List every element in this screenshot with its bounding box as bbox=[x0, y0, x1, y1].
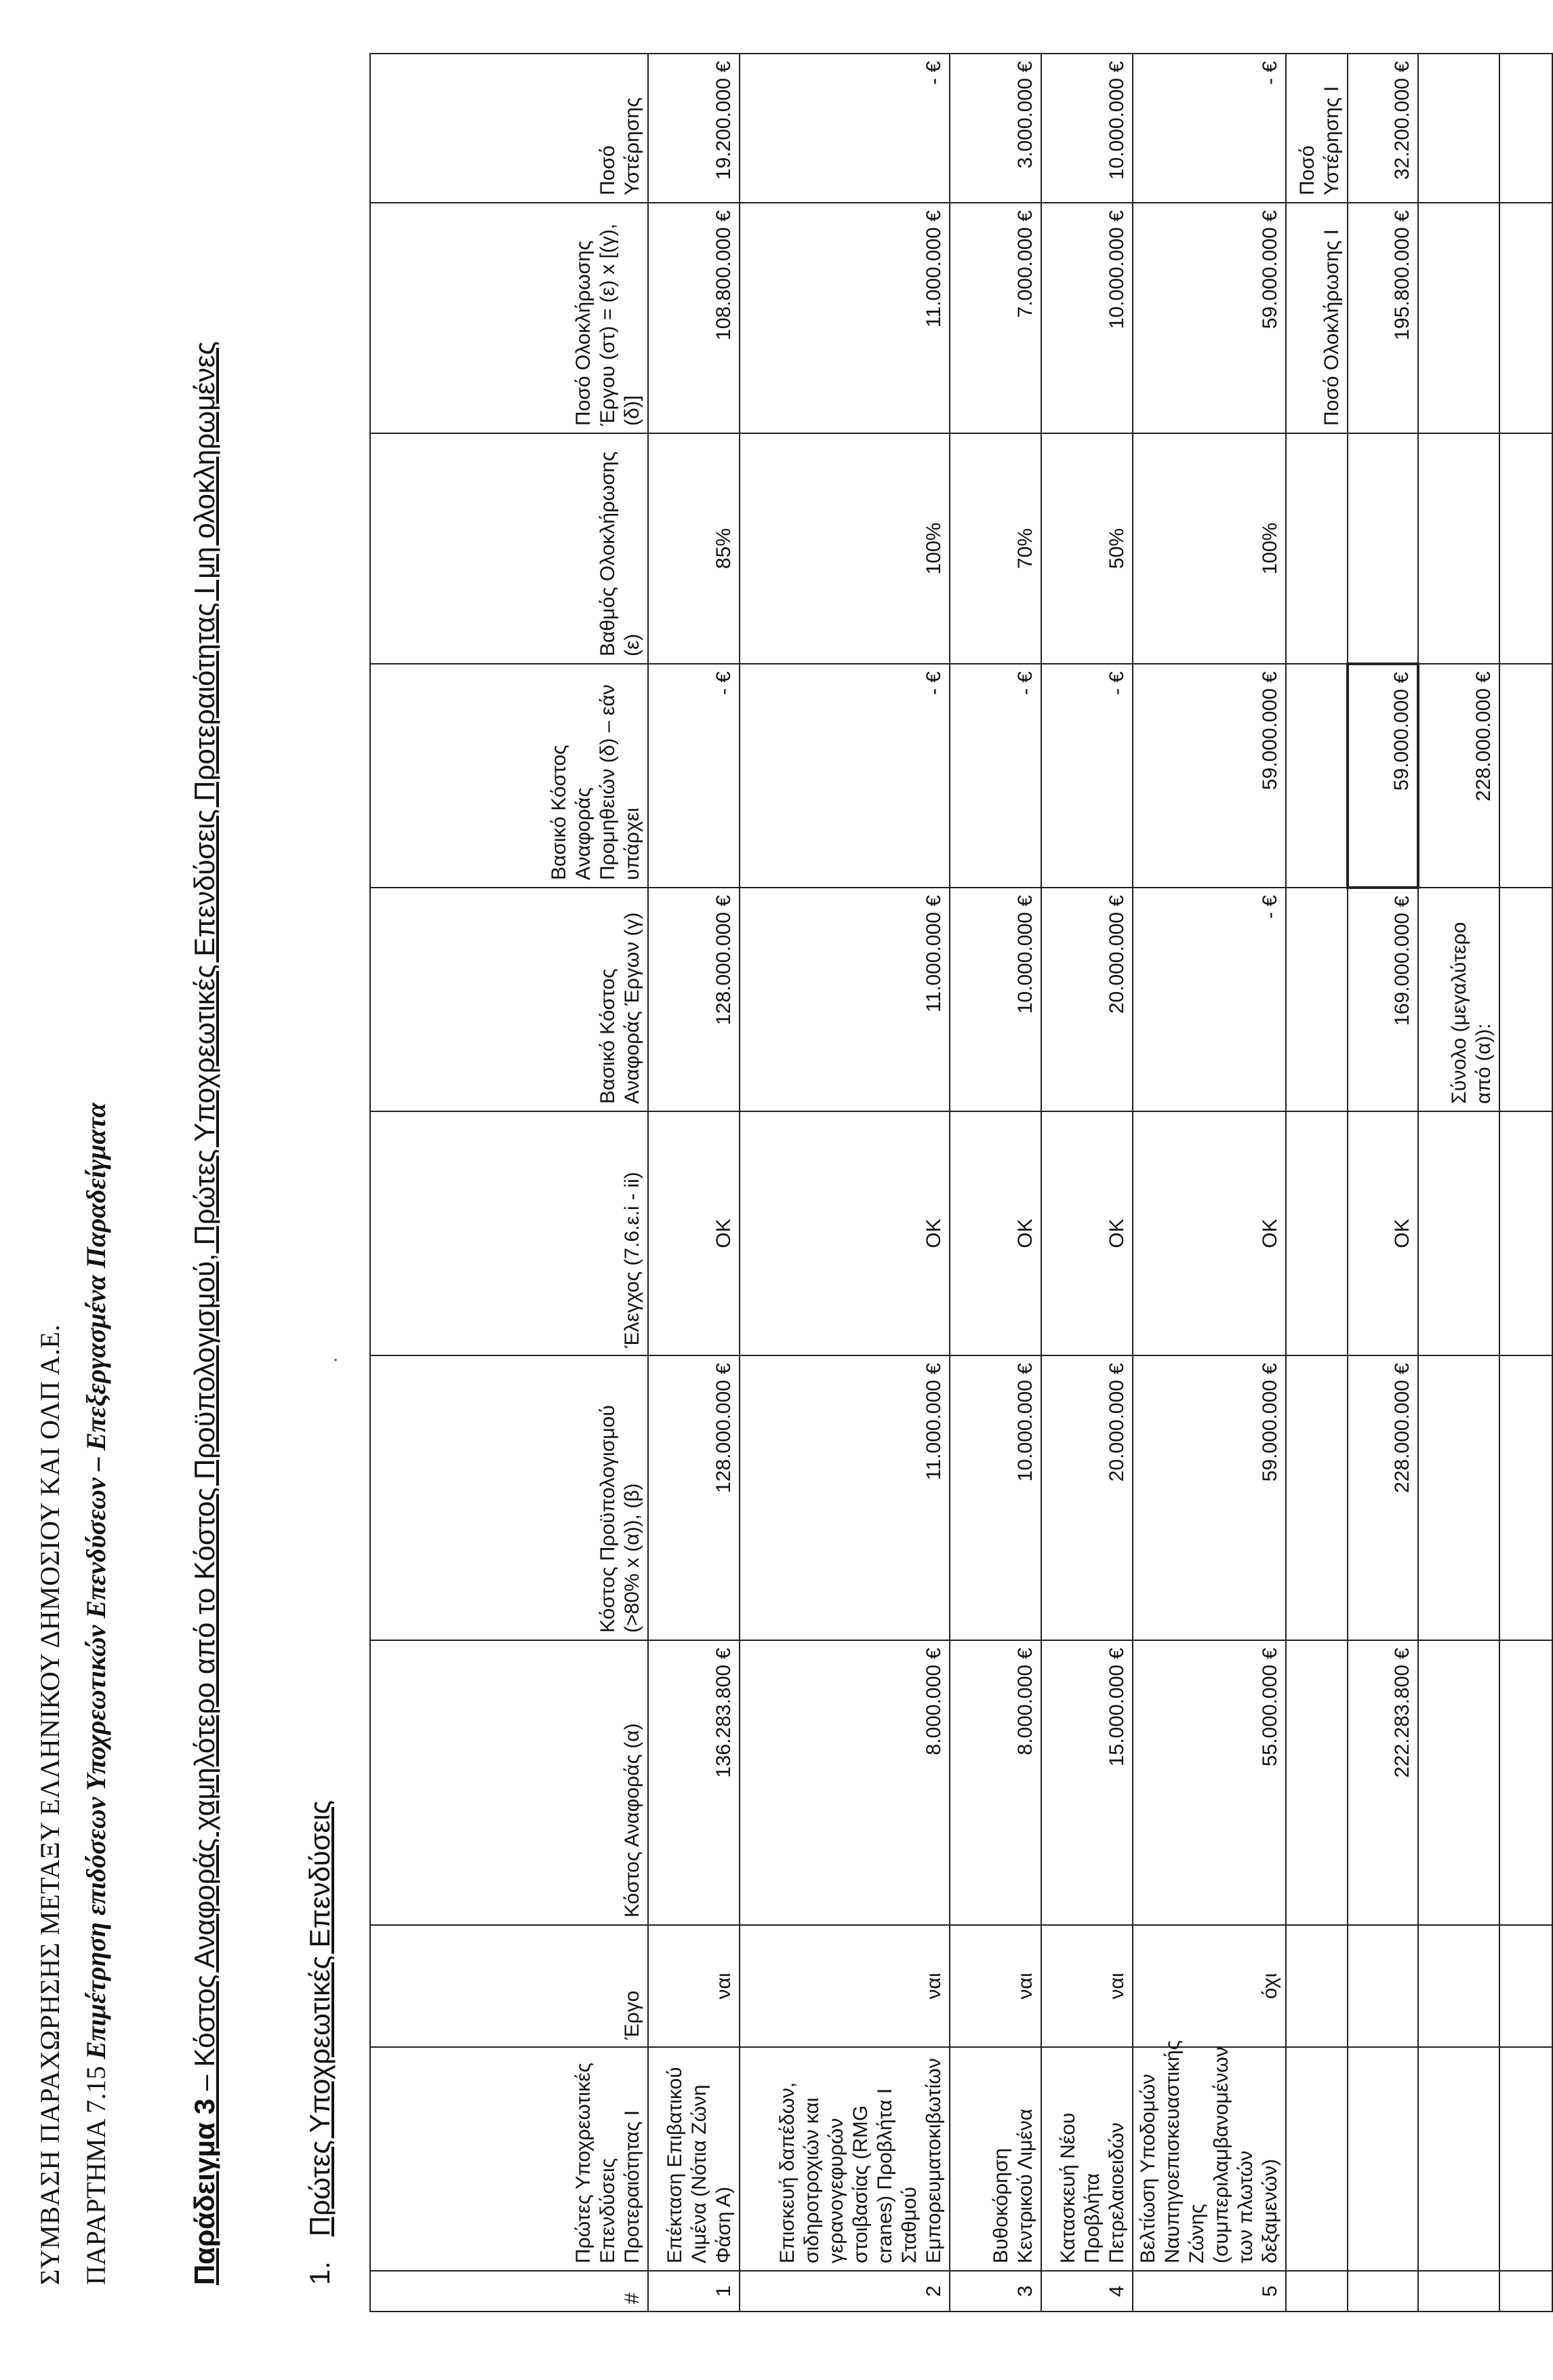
summary-value: 228.000.000 € bbox=[1418, 664, 1499, 888]
col-header-budget-cost: Κόστος Προϋπολογισμού (>80% x (α)), (β) bbox=[370, 1355, 648, 1640]
base-supplies-cost: - € bbox=[648, 664, 740, 888]
project-flag: όχι bbox=[1133, 1925, 1286, 2047]
annex-header bbox=[80, 1103, 112, 2285]
base-supplies-cost: - € bbox=[950, 664, 1041, 888]
completion-degree: 100% bbox=[740, 433, 950, 664]
annex-number: ΠΑΡΑΡΤΗΜΑ 7.15 bbox=[81, 2065, 111, 2285]
table-row bbox=[1041, 54, 1133, 2312]
lag-amount: - € bbox=[740, 54, 950, 203]
completion-amount: 7.000.000 € bbox=[950, 203, 1041, 433]
table-header-row bbox=[370, 54, 648, 2312]
base-works-cost: 128.000.000 € bbox=[648, 888, 740, 1111]
col-header-base-supplies-cost: Βασικό Κόστος Αναφοράς Προμηθειών (δ) – εάν υπάρχει bbox=[370, 664, 648, 888]
empty-row bbox=[1499, 54, 1552, 2312]
row-number: 2 bbox=[740, 2271, 950, 2312]
completion-degree: 85% bbox=[648, 433, 740, 664]
example-description: – Κόστος Αναφοράς χαμηλότερο από το Κόστος Προϋπολογισμού, Πρώτες Υποχρεωτικές Επενδύσεις Προτεραιότητας I μη ολοκληρωμένες bbox=[188, 341, 220, 2099]
reference-cost: 15.000.000 € bbox=[1041, 1640, 1133, 1925]
base-supplies-cost: 59.000.000 € bbox=[1133, 664, 1286, 888]
total-base-works-cost: 169.000.000 € bbox=[1348, 888, 1418, 1111]
base-works-cost: 11.000.000 € bbox=[740, 888, 950, 1111]
row-number: 1 bbox=[648, 2271, 740, 2312]
lag-amount: 19.200.000 € bbox=[648, 54, 740, 203]
check-status: ΟΚ bbox=[740, 1111, 950, 1355]
completion-amount: 10.000.000 € bbox=[1041, 203, 1133, 433]
budget-cost: 20.000.000 € bbox=[1041, 1355, 1133, 1640]
col-header-project: Έργο bbox=[370, 1925, 648, 2047]
col-header-reference-cost: Κόστος Αναφοράς (α) bbox=[370, 1640, 648, 1925]
total-budget-cost: 228.000.000 € bbox=[1348, 1355, 1418, 1640]
investment-name: Επισκευή δαπέδων, σιδηροτροχιών και γερανογεφυρών στοιβασίας (RMG cranes) Προβλήτα I Σταθμού Εμπορευματοκιβωτίων bbox=[740, 2047, 950, 2271]
lag-subheader: Ποσό Υστέρησης I bbox=[1286, 54, 1348, 203]
table-row bbox=[1133, 54, 1286, 2312]
investments-table bbox=[369, 53, 1553, 2312]
check-status: ΟΚ bbox=[950, 1111, 1041, 1355]
total-check-status: ΟΚ bbox=[1348, 1111, 1418, 1355]
col-header-base-works-cost: Βασικό Κόστος Αναφοράς Έργων (γ) bbox=[370, 888, 648, 1111]
lag-amount: 3.000.000 € bbox=[950, 54, 1041, 203]
table-row bbox=[950, 54, 1041, 2312]
section-heading bbox=[304, 1800, 336, 2285]
total-completion-amount: 195.800.000 € bbox=[1348, 203, 1418, 433]
example-label: Παράδειγμα 3 bbox=[188, 2099, 220, 2285]
completion-subheader: Ποσό Ολοκλήρωσης I bbox=[1286, 203, 1348, 433]
lag-amount: - € bbox=[1133, 54, 1286, 203]
reference-cost: 8.000.000 € bbox=[950, 1640, 1041, 1925]
investment-name: Επέκταση Επιβατικού Λιμένα (Νότια Ζώνη Φάση Α) bbox=[648, 2047, 740, 2271]
investment-name: Βυθοκόρηση Κεντρικού Λιμένα bbox=[950, 2047, 1041, 2271]
base-supplies-cost: - € bbox=[1041, 664, 1133, 888]
section-label: Πρώτες Υποχρεωτικές Επενδύσεις bbox=[304, 1800, 336, 2237]
total-lag-amount: 32.200.000 € bbox=[1348, 54, 1418, 203]
base-works-cost: - € bbox=[1133, 888, 1286, 1111]
investments-table-container bbox=[369, 54, 1553, 2312]
summary-row bbox=[1418, 54, 1499, 2312]
budget-cost: 11.000.000 € bbox=[740, 1355, 950, 1640]
base-supplies-cost: - € bbox=[740, 664, 950, 888]
totals-row bbox=[1348, 54, 1418, 2312]
col-header-lag-amount: Ποσό Υστέρησης bbox=[370, 54, 648, 203]
col-header-check: Έλεγχος (7.6.ε.i - ii) bbox=[370, 1111, 648, 1355]
lag-amount: 10.000.000 € bbox=[1041, 54, 1133, 203]
budget-cost: 10.000.000 € bbox=[950, 1355, 1041, 1640]
annex-title: Επιμέτρηση επιδόσεων Υποχρεωτικών Επενδύσεων – Επεξεργασμένα Παραδείγματα bbox=[81, 1103, 111, 2059]
check-status: ΟΚ bbox=[1041, 1111, 1133, 1355]
total-base-supplies-cost: 59.000.000 € bbox=[1348, 664, 1418, 888]
col-header-number: # bbox=[370, 2271, 648, 2312]
col-header-investment: Πρώτες Υποχρεωτικές Επενδύσεις Προτεραιότητας I bbox=[370, 2047, 648, 2271]
example-title bbox=[182, 81, 228, 2285]
col-header-completion-degree: Βαθμός Ολοκλήρωσης (ε) bbox=[370, 433, 648, 664]
project-flag: ναι bbox=[740, 1925, 950, 2047]
summary-label: Σύνολο (μεγαλύτερο από (α)): bbox=[1418, 888, 1499, 1111]
row-number: 4 bbox=[1041, 2271, 1133, 2312]
project-flag: ναι bbox=[1041, 1925, 1133, 2047]
col-header-completion-amount: Ποσό Ολοκλήρωσης Έργου (στ) = (ε) x [(γ),(δ)] bbox=[370, 203, 648, 433]
completion-degree: 100% bbox=[1133, 433, 1286, 664]
table-row bbox=[648, 54, 740, 2312]
investment-name: Βελτίωση Υποδομών Ναυπηγοεπισκευαστικής Ζώνης (συμπεριλαμβανομένων των πλωτών δεξαμενών) bbox=[1133, 2047, 1286, 2271]
total-reference-cost: 222.283.800 € bbox=[1348, 1640, 1418, 1925]
scan-speck: · bbox=[324, 1357, 344, 1363]
budget-cost: 128.000.000 € bbox=[648, 1355, 740, 1640]
completion-degree: 70% bbox=[950, 433, 1041, 664]
subheader-row bbox=[1286, 54, 1348, 2312]
reference-cost: 55.000.000 € bbox=[1133, 1640, 1286, 1925]
completion-degree: 50% bbox=[1041, 433, 1133, 664]
table-row bbox=[740, 54, 950, 2312]
project-flag: ναι bbox=[648, 1925, 740, 2047]
investment-name: Κατασκευή Νέου Προβλήτα Πετρελαιοειδών bbox=[1041, 2047, 1133, 2271]
check-status: ΟΚ bbox=[648, 1111, 740, 1355]
completion-amount: 108.800.000 € bbox=[648, 203, 740, 433]
base-works-cost: 20.000.000 € bbox=[1041, 888, 1133, 1111]
completion-amount: 11.000.000 € bbox=[740, 203, 950, 433]
project-flag: ναι bbox=[950, 1925, 1041, 2047]
row-number: 5 bbox=[1133, 2271, 1286, 2312]
row-number: 3 bbox=[950, 2271, 1041, 2312]
reference-cost: 136.283.800 € bbox=[648, 1640, 740, 1925]
base-works-cost: 10.000.000 € bbox=[950, 888, 1041, 1111]
section-number: 1. bbox=[304, 2261, 336, 2285]
reference-cost: 8.000.000 € bbox=[740, 1640, 950, 1925]
check-status: ΟΚ bbox=[1133, 1111, 1286, 1355]
contract-header: ΣΥΜΒΑΣΗ ΠΑΡΑΧΩΡΗΣΗΣ ΜΕΤΑΞΥ ΕΛΛΗΝΙΚΟΥ ΔΗΜΟΣΙΟΥ ΚΑΙ ΟΛΠ Α.Ε. bbox=[35, 1324, 65, 2285]
completion-amount: 59.000.000 € bbox=[1133, 203, 1286, 433]
budget-cost: 59.000.000 € bbox=[1133, 1355, 1286, 1640]
